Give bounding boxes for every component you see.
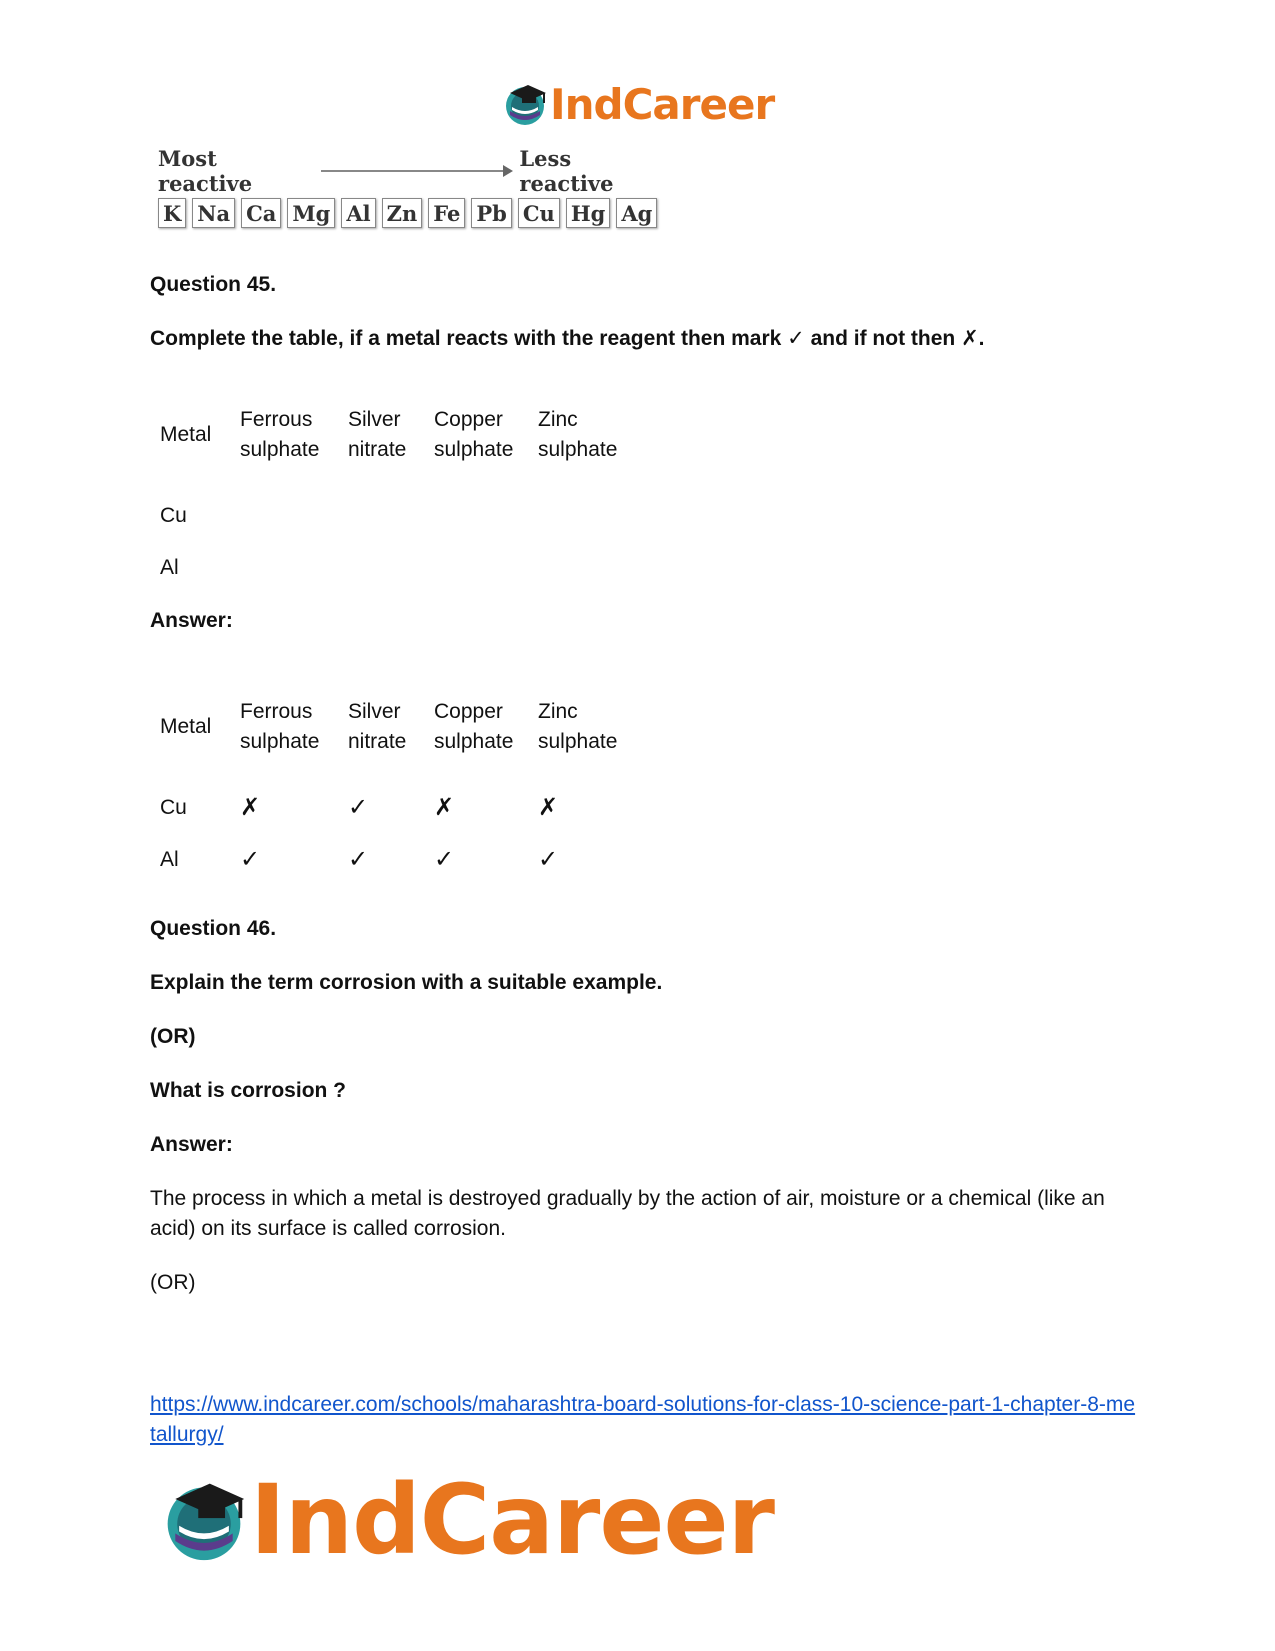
table-cell: [528, 490, 632, 542]
most-reactive-label: Most reactive: [158, 146, 253, 196]
q45-prompt: Complete the table, if a metal reacts with the reagent then mark ✓ and if not then ✗.: [150, 327, 985, 350]
table-cell: Cu: [160, 796, 187, 819]
source-link[interactable]: https://www.indcareer.com/schools/maharashtra-board-solutions-for-class-10-science-part-1-chapter-8-metallurgy/: [150, 1393, 1136, 1446]
graduation-globe-icon: [160, 1476, 248, 1564]
q46-or-answer: (OR): [150, 1271, 196, 1294]
metal-box: Ca: [241, 198, 281, 228]
q46-heading: Question 46.: [150, 917, 277, 940]
table-header: Copper sulphate: [434, 408, 514, 461]
metal-box: Al: [341, 198, 375, 228]
check-mark: ✓: [240, 846, 261, 873]
table-row: [150, 542, 632, 594]
table-row: [150, 490, 632, 542]
table-row: [150, 834, 632, 886]
table-header: Zinc sulphate: [538, 408, 618, 461]
table-cell: [338, 490, 424, 542]
table-header: Silver nitrate: [348, 700, 407, 753]
logo-wordmark: IndCareer: [250, 1464, 774, 1576]
metal-box: Zn: [382, 198, 423, 228]
cross-mark: ✗: [434, 794, 455, 821]
table-cell: Al: [160, 848, 179, 871]
q46-prompt: Explain the term corrosion with a suitable example.: [150, 971, 663, 994]
metal-box: Fe: [428, 198, 465, 228]
table-cell: Cu: [160, 504, 187, 527]
cross-mark: ✗: [240, 794, 261, 821]
metal-box: K: [158, 198, 186, 228]
table-cell: [338, 542, 424, 594]
table-header: Ferrous sulphate: [240, 408, 320, 461]
check-mark: ✓: [348, 846, 369, 873]
metal-box: Hg: [566, 198, 611, 228]
right-arrow-icon: [321, 170, 511, 172]
graduation-globe-icon: [502, 81, 548, 127]
metal-box: Mg: [287, 198, 335, 228]
table-cell: [230, 542, 338, 594]
check-mark: ✓: [434, 846, 455, 873]
table-cell: [528, 542, 632, 594]
table-header: Silver nitrate: [348, 408, 407, 461]
table-cell: [424, 542, 528, 594]
table-cell: [424, 490, 528, 542]
cross-mark: ✗: [538, 794, 559, 821]
reactivity-series-figure: [158, 146, 668, 228]
table-header: Metal: [160, 715, 212, 738]
q45-question-table: [150, 380, 632, 594]
table-header: Ferrous sulphate: [240, 700, 320, 753]
check-mark: ✓: [348, 794, 369, 821]
less-reactive-label: Less reactive: [519, 146, 614, 196]
table-cell: [230, 490, 338, 542]
q45-heading: Question 45.: [150, 273, 277, 296]
table-header: Copper sulphate: [434, 700, 514, 753]
q46-answer-text: The process in which a metal is destroyed gradually by the action of air, moisture or a chemical (like an acid) on its surface is called corrosion.: [150, 1187, 1105, 1240]
metal-box: Na: [192, 198, 235, 228]
q46-answer-label: Answer:: [150, 1133, 233, 1156]
metal-box: Ag: [616, 198, 657, 228]
check-mark: ✓: [538, 846, 559, 873]
table-header: Metal: [160, 423, 212, 446]
table-header: Zinc sulphate: [538, 700, 618, 753]
logo-wordmark: IndCareer: [550, 79, 775, 129]
metal-box: Pb: [471, 198, 511, 228]
q45-answer-label: Answer:: [150, 609, 233, 632]
indcareer-logo-top: [502, 78, 774, 130]
q45-answer-table: [150, 672, 632, 886]
table-cell: Al: [160, 556, 179, 579]
metal-box: Cu: [518, 198, 560, 228]
q46-prompt-alt: What is corrosion ?: [150, 1079, 347, 1102]
q46-or: (OR): [150, 1025, 196, 1048]
indcareer-logo-bottom: [160, 1464, 774, 1576]
table-row: [150, 782, 632, 834]
